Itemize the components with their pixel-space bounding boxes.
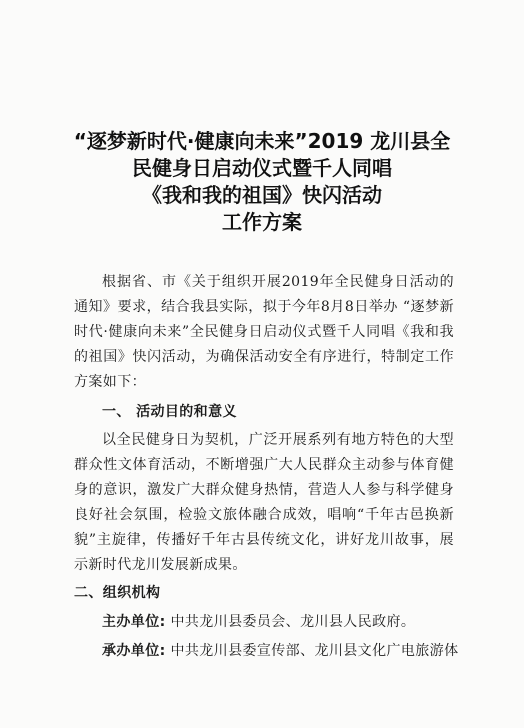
title-line-1: “逐梦新时代·健康向未来”2019 龙川县全 xyxy=(73,129,451,153)
title-line-3: 《我和我的祖国》快闪活动 xyxy=(142,183,382,207)
organizer-unit-line xyxy=(74,639,459,664)
document-title xyxy=(0,128,524,236)
host-unit-label: 主办单位: xyxy=(102,614,166,630)
host-unit-value: 中共龙川县委员会、龙川县人民政府。 xyxy=(170,614,416,630)
organizer-unit-label: 承办单位: xyxy=(102,643,166,659)
section-1-paragraph: 以全民健身日为契机，广泛开展系列有地方特色的大型群众性文体育活动，不断增强广大人民群众主动参与体育健身的意识，激发广大群众健身热情，营造人人参与科学健身良好社会氛围，检验文旅体融合成效，唱响“千年古邑换新貌”主旋律，传播好千年古县传统文化，讲好龙川故事，展示新时代龙川发展新成果。 xyxy=(74,432,454,573)
title-line-2: 民健身日启动仪式暨千人同唱 xyxy=(132,156,392,180)
section-2-heading: 二、组织机构 xyxy=(74,585,161,601)
organizer-unit-value: 中共龙川县委宣传部、龙川县文化广电旅游体 xyxy=(170,643,459,659)
document-body xyxy=(74,270,459,668)
section-1-heading: 一、 活动目的和意义 xyxy=(102,404,237,420)
intro-paragraph: 根据省、市《关于组织开展2019年全民健身日活动的通知》要求，结合我县实际，拟于今年8月8日举办 “逐梦新时代·健康向未来”全民健身日启动仪式暨千人同唱《我和我的祖国》快闪活动，为确保活动安全有序进行，特制定工作方案如下： xyxy=(74,274,454,390)
title-line-4: 工作方案 xyxy=(222,210,302,234)
host-unit-line xyxy=(74,610,454,635)
